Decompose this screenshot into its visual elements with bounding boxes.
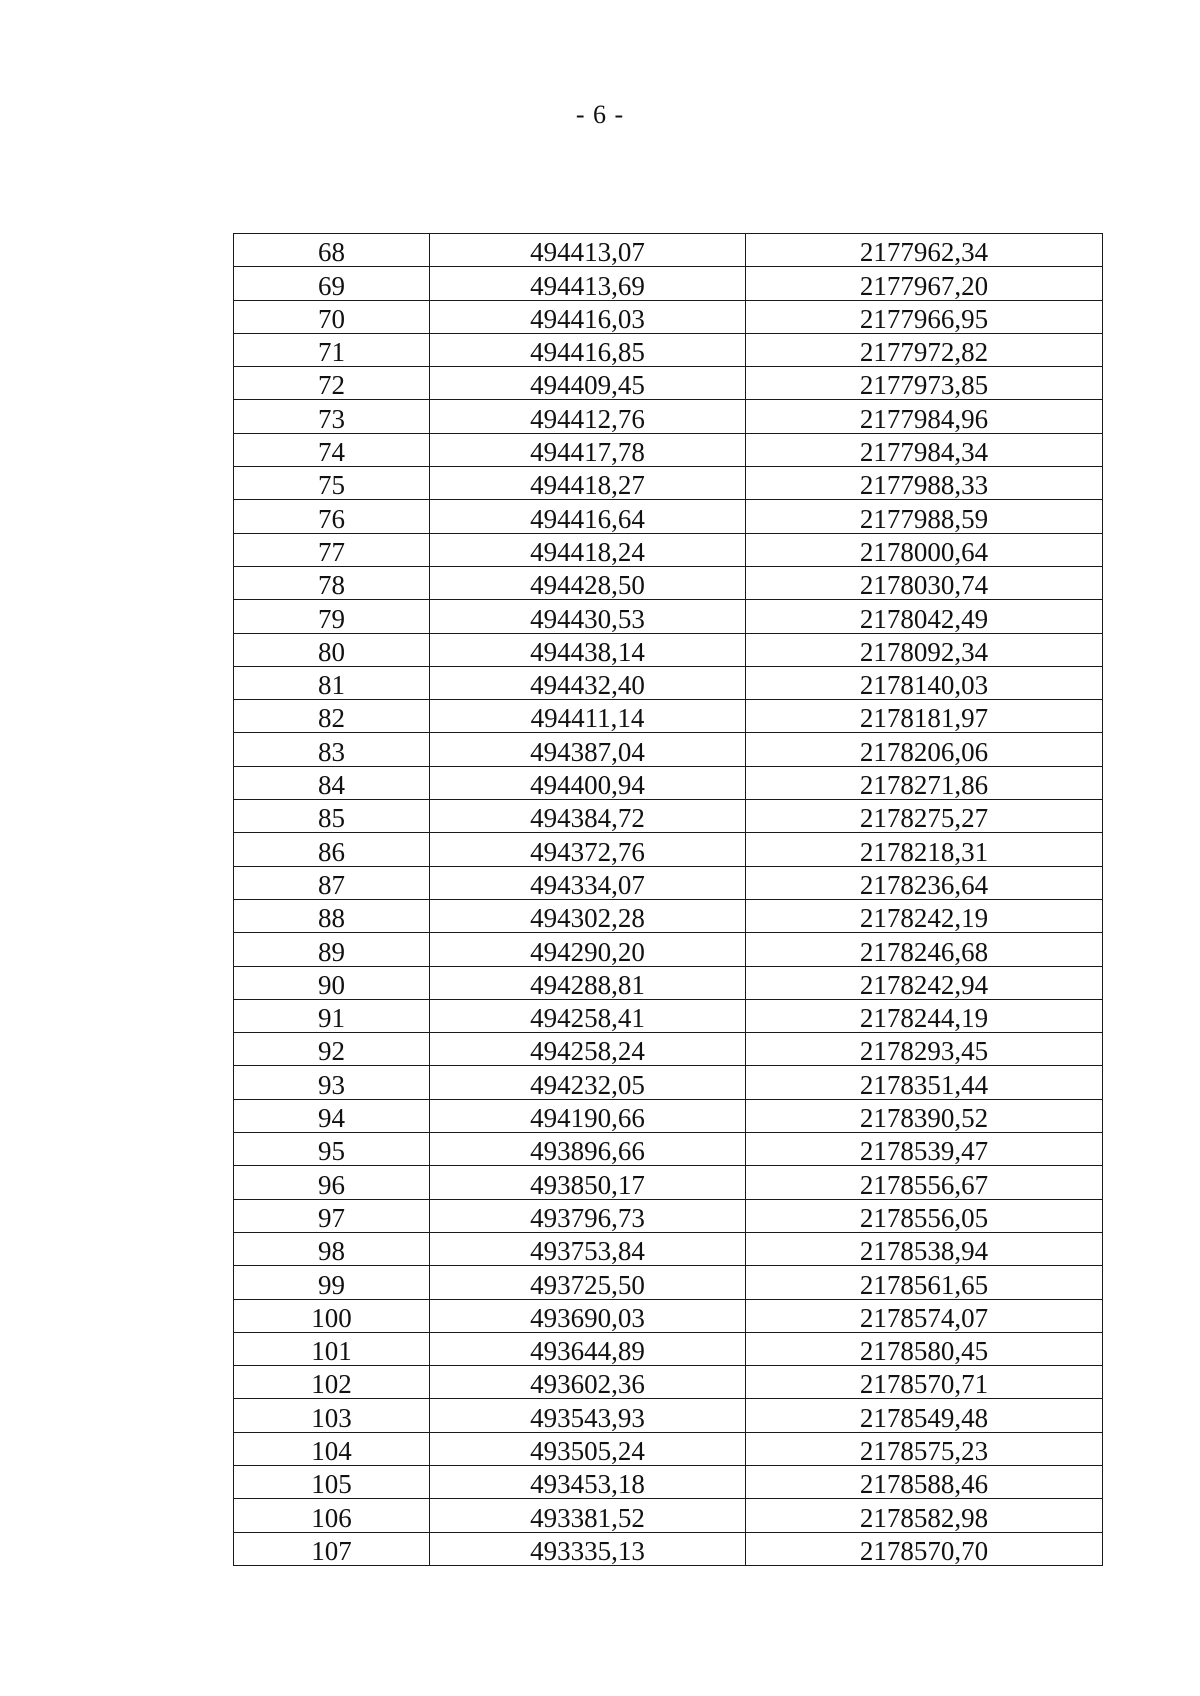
point-number-cell: 95: [234, 1133, 430, 1166]
x-coordinate-cell: 494418,24: [430, 533, 746, 566]
y-coordinate-cell: 2178242,19: [746, 899, 1103, 932]
x-coordinate-cell: 494409,45: [430, 367, 746, 400]
x-coordinate-cell: 493896,66: [430, 1133, 746, 1166]
y-coordinate-cell: 2178030,74: [746, 566, 1103, 599]
x-coordinate-cell: 494418,27: [430, 467, 746, 500]
point-number-cell: 89: [234, 933, 430, 966]
y-coordinate-cell: 2178271,86: [746, 766, 1103, 799]
y-coordinate-cell: 2178574,07: [746, 1299, 1103, 1332]
x-coordinate-cell: 494417,78: [430, 433, 746, 466]
y-coordinate-cell: 2178293,45: [746, 1033, 1103, 1066]
table-row: [234, 1133, 1103, 1166]
y-coordinate-cell: 2177984,34: [746, 433, 1103, 466]
table-row: [234, 1499, 1103, 1532]
y-coordinate-cell: 2178390,52: [746, 1099, 1103, 1132]
y-coordinate-cell: 2178246,68: [746, 933, 1103, 966]
x-coordinate-cell: 494438,14: [430, 633, 746, 666]
y-coordinate-cell: 2178561,65: [746, 1266, 1103, 1299]
table-row: [234, 1166, 1103, 1199]
table-row: [234, 766, 1103, 799]
point-number-cell: 99: [234, 1266, 430, 1299]
coordinates-table: [233, 233, 1103, 1566]
y-coordinate-cell: 2178092,34: [746, 633, 1103, 666]
y-coordinate-cell: 2177988,59: [746, 500, 1103, 533]
x-coordinate-cell: 493690,03: [430, 1299, 746, 1332]
y-coordinate-cell: 2178575,23: [746, 1432, 1103, 1465]
point-number-cell: 101: [234, 1332, 430, 1365]
x-coordinate-cell: 494416,64: [430, 500, 746, 533]
y-coordinate-cell: 2178351,44: [746, 1066, 1103, 1099]
point-number-cell: 70: [234, 300, 430, 333]
point-number-cell: 86: [234, 833, 430, 866]
y-coordinate-cell: 2177962,34: [746, 234, 1103, 267]
y-coordinate-cell: 2178582,98: [746, 1499, 1103, 1532]
x-coordinate-cell: 494400,94: [430, 766, 746, 799]
table-row: [234, 899, 1103, 932]
y-coordinate-cell: 2178538,94: [746, 1232, 1103, 1265]
x-coordinate-cell: 494428,50: [430, 566, 746, 599]
point-number-cell: 94: [234, 1099, 430, 1132]
x-coordinate-cell: 494413,69: [430, 267, 746, 300]
point-number-cell: 107: [234, 1532, 430, 1565]
x-coordinate-cell: 494302,28: [430, 899, 746, 932]
y-coordinate-cell: 2178556,05: [746, 1199, 1103, 1232]
point-number-cell: 69: [234, 267, 430, 300]
table-row: [234, 666, 1103, 699]
table-row: [234, 1066, 1103, 1099]
x-coordinate-cell: 494413,07: [430, 234, 746, 267]
y-coordinate-cell: 2178539,47: [746, 1133, 1103, 1166]
x-coordinate-cell: 494258,41: [430, 999, 746, 1032]
x-coordinate-cell: 494416,85: [430, 333, 746, 366]
table-row: [234, 1266, 1103, 1299]
y-coordinate-cell: 2178549,48: [746, 1399, 1103, 1432]
table-row: [234, 600, 1103, 633]
y-coordinate-cell: 2178206,06: [746, 733, 1103, 766]
point-number-cell: 84: [234, 766, 430, 799]
y-coordinate-cell: 2178236,64: [746, 866, 1103, 899]
table-row: [234, 500, 1103, 533]
y-coordinate-cell: 2178570,71: [746, 1366, 1103, 1399]
x-coordinate-cell: 494412,76: [430, 400, 746, 433]
point-number-cell: 88: [234, 899, 430, 932]
x-coordinate-cell: 494430,53: [430, 600, 746, 633]
point-number-cell: 81: [234, 666, 430, 699]
x-coordinate-cell: 494334,07: [430, 866, 746, 899]
x-coordinate-cell: 493850,17: [430, 1166, 746, 1199]
table-row: [234, 1299, 1103, 1332]
table-row: [234, 833, 1103, 866]
point-number-cell: 96: [234, 1166, 430, 1199]
table-row: [234, 1366, 1103, 1399]
x-coordinate-cell: 494411,14: [430, 700, 746, 733]
table-row: [234, 1033, 1103, 1066]
point-number-cell: 77: [234, 533, 430, 566]
point-number-cell: 91: [234, 999, 430, 1032]
x-coordinate-cell: 494432,40: [430, 666, 746, 699]
x-coordinate-cell: 493725,50: [430, 1266, 746, 1299]
table-row: [234, 566, 1103, 599]
x-coordinate-cell: 494387,04: [430, 733, 746, 766]
x-coordinate-cell: 493381,52: [430, 1499, 746, 1532]
x-coordinate-cell: 494290,20: [430, 933, 746, 966]
table-row: [234, 1199, 1103, 1232]
point-number-cell: 102: [234, 1366, 430, 1399]
x-coordinate-cell: 493644,89: [430, 1332, 746, 1365]
y-coordinate-cell: 2178140,03: [746, 666, 1103, 699]
point-number-cell: 104: [234, 1432, 430, 1465]
table-row: [234, 733, 1103, 766]
x-coordinate-cell: 494288,81: [430, 966, 746, 999]
table-row: [234, 800, 1103, 833]
x-coordinate-cell: 493543,93: [430, 1399, 746, 1432]
point-number-cell: 93: [234, 1066, 430, 1099]
point-number-cell: 78: [234, 566, 430, 599]
point-number-cell: 71: [234, 333, 430, 366]
table-row: [234, 1099, 1103, 1132]
x-coordinate-cell: 493505,24: [430, 1432, 746, 1465]
point-number-cell: 85: [234, 800, 430, 833]
point-number-cell: 80: [234, 633, 430, 666]
y-coordinate-cell: 2178588,46: [746, 1465, 1103, 1498]
y-coordinate-cell: 2177984,96: [746, 400, 1103, 433]
point-number-cell: 97: [234, 1199, 430, 1232]
y-coordinate-cell: 2178244,19: [746, 999, 1103, 1032]
x-coordinate-cell: 494416,03: [430, 300, 746, 333]
table-row: [234, 367, 1103, 400]
table-row: [234, 1232, 1103, 1265]
x-coordinate-cell: 493453,18: [430, 1465, 746, 1498]
point-number-cell: 73: [234, 400, 430, 433]
table-row: [234, 1432, 1103, 1465]
table-row: [234, 1332, 1103, 1365]
x-coordinate-cell: 493796,73: [430, 1199, 746, 1232]
x-coordinate-cell: 494372,76: [430, 833, 746, 866]
y-coordinate-cell: 2178275,27: [746, 800, 1103, 833]
table-row: [234, 234, 1103, 267]
point-number-cell: 87: [234, 866, 430, 899]
point-number-cell: 82: [234, 700, 430, 733]
point-number-cell: 76: [234, 500, 430, 533]
point-number-cell: 100: [234, 1299, 430, 1332]
table-row: [234, 333, 1103, 366]
y-coordinate-cell: 2177988,33: [746, 467, 1103, 500]
y-coordinate-cell: 2178242,94: [746, 966, 1103, 999]
y-coordinate-cell: 2177973,85: [746, 367, 1103, 400]
x-coordinate-cell: 494232,05: [430, 1066, 746, 1099]
point-number-cell: 92: [234, 1033, 430, 1066]
point-number-cell: 72: [234, 367, 430, 400]
x-coordinate-cell: 493602,36: [430, 1366, 746, 1399]
table-row: [234, 700, 1103, 733]
point-number-cell: 75: [234, 467, 430, 500]
y-coordinate-cell: 2178556,67: [746, 1166, 1103, 1199]
y-coordinate-cell: 2177967,20: [746, 267, 1103, 300]
point-number-cell: 79: [234, 600, 430, 633]
x-coordinate-cell: 493335,13: [430, 1532, 746, 1565]
y-coordinate-cell: 2177972,82: [746, 333, 1103, 366]
point-number-cell: 106: [234, 1499, 430, 1532]
y-coordinate-cell: 2178580,45: [746, 1332, 1103, 1365]
x-coordinate-cell: 494384,72: [430, 800, 746, 833]
table-row: [234, 866, 1103, 899]
point-number-cell: 90: [234, 966, 430, 999]
x-coordinate-cell: 493753,84: [430, 1232, 746, 1265]
y-coordinate-cell: 2178181,97: [746, 700, 1103, 733]
point-number-cell: 98: [234, 1232, 430, 1265]
point-number-cell: 105: [234, 1465, 430, 1498]
point-number-cell: 74: [234, 433, 430, 466]
table-row: [234, 267, 1103, 300]
y-coordinate-cell: 2178000,64: [746, 533, 1103, 566]
table-row: [234, 999, 1103, 1032]
table-row: [234, 300, 1103, 333]
table-row: [234, 966, 1103, 999]
coordinates-table-body: [234, 234, 1103, 1566]
y-coordinate-cell: 2178218,31: [746, 833, 1103, 866]
table-row: [234, 1399, 1103, 1432]
y-coordinate-cell: 2178570,70: [746, 1532, 1103, 1565]
y-coordinate-cell: 2178042,49: [746, 600, 1103, 633]
page-number: - 6 -: [575, 100, 625, 129]
point-number-cell: 83: [234, 733, 430, 766]
point-number-cell: 68: [234, 234, 430, 267]
table-row: [234, 467, 1103, 500]
table-row: [234, 1465, 1103, 1498]
table-row: [234, 633, 1103, 666]
x-coordinate-cell: 494258,24: [430, 1033, 746, 1066]
table-row: [234, 433, 1103, 466]
x-coordinate-cell: 494190,66: [430, 1099, 746, 1132]
y-coordinate-cell: 2177966,95: [746, 300, 1103, 333]
table-row: [234, 1532, 1103, 1565]
point-number-cell: 103: [234, 1399, 430, 1432]
table-row: [234, 533, 1103, 566]
table-row: [234, 400, 1103, 433]
table-row: [234, 933, 1103, 966]
